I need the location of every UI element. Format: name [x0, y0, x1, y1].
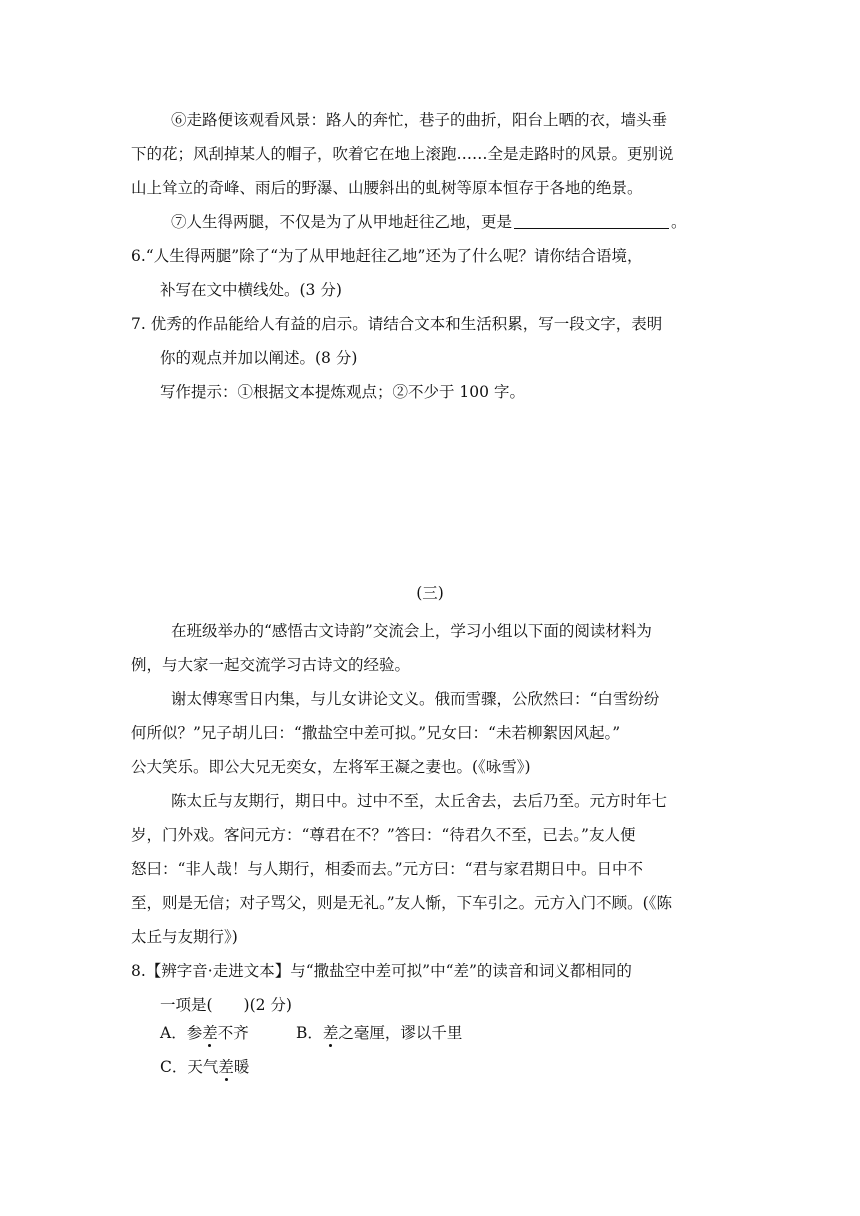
question-6-line-2: 补写在文中横线处。(3 分)	[160, 281, 342, 299]
chentaiqiu-line-2: 岁，门外戏。客问元方：“尊君在不？”答曰：“待君久不至，已去。”友人便	[131, 826, 636, 844]
paragraph-6-line-2: 下的花；风刮掉某人的帽子，吹着它在地上滚跑……全是走路时的风景。更别说	[131, 145, 674, 163]
yongxue-line-2: 何所似？”兄子胡儿曰：“撒盐空中差可拟。”兄女曰：“未若柳絮因风起。”	[131, 724, 621, 742]
section-intro-line-1: 在班级举办的“感悟古文诗韵”交流会上，学习小组以下面的阅读材料为	[171, 622, 652, 640]
question-6-line-1: 6.“人生得两腿”除了“为了从甲地赶往乙地”还为了什么呢？请你结合语境，	[131, 247, 643, 265]
section-intro-line-2: 例，与大家一起交流学习古诗文的经验。	[131, 656, 411, 674]
option-a[interactable]: A．参差不齐	[160, 1024, 249, 1042]
paragraph-6-line-3: 山上耸立的奇峰、雨后的野瀑、山腰斜出的虬树等原本恒存于各地的绝景。	[131, 179, 643, 197]
question-8-line-1: 8.【辨字音·走进文本】与“撒盐空中差可拟”中“差”的读音和词义都相同的	[131, 962, 632, 980]
question-7-line-2: 你的观点并加以阐述。(8 分)	[160, 349, 358, 367]
chentaiqiu-line-5: 太丘与友期行》)	[131, 928, 238, 946]
chentaiqiu-line-1: 陈太丘与友期行，期日中。过中不至，太丘舍去，去后乃至。元方时年七	[171, 792, 668, 810]
fill-in-blank-line	[514, 212, 669, 229]
paragraph-7	[171, 211, 687, 233]
chentaiqiu-line-4: 至，则是无信；对子骂父，则是无礼。”友人惭，下车引之。元方入门不顾。(《陈	[131, 894, 672, 912]
question-8-line-2: 一项是( )(2 分)	[160, 996, 292, 1014]
emphasis-char: 差	[322, 1024, 339, 1042]
emphasis-char: 差	[218, 1058, 234, 1076]
emphasis-char: 差	[202, 1024, 218, 1042]
chentaiqiu-line-3: 怒曰：“非人哉！与人期行，相委而去。”元方曰：“君与家君期日中。日中不	[131, 860, 644, 878]
yongxue-line-1: 谢太傅寒雪日内集，与儿女讲论文义。俄而雪骤，公欣然曰：“白雪纷纷	[171, 690, 660, 708]
yongxue-line-3: 公大笑乐。即公大兄无奕女，左将军王凝之妻也。(《咏雪》)	[131, 758, 531, 776]
section-heading: (三)	[416, 584, 444, 602]
question-7-line-1: 7. 优秀的作品能给人有益的启示。请结合文本和生活积累，写一段文字，表明	[131, 315, 663, 333]
option-c[interactable]: C．天气差暖	[160, 1058, 250, 1076]
paragraph-7-end: 。	[671, 213, 687, 231]
option-b[interactable]: B．差之毫厘，谬以千里	[296, 1024, 463, 1042]
paragraph-6-line-1: ⑥走路便该观看风景：路人的奔忙，巷子的曲折，阳台上晒的衣，墙头垂	[171, 111, 668, 129]
paragraph-7-text: ⑦人生得两腿，不仅是为了从甲地赶往乙地，更是	[171, 213, 513, 231]
writing-hint: 写作提示：①根据文本提炼观点；②不少于 100 字。	[160, 383, 525, 401]
